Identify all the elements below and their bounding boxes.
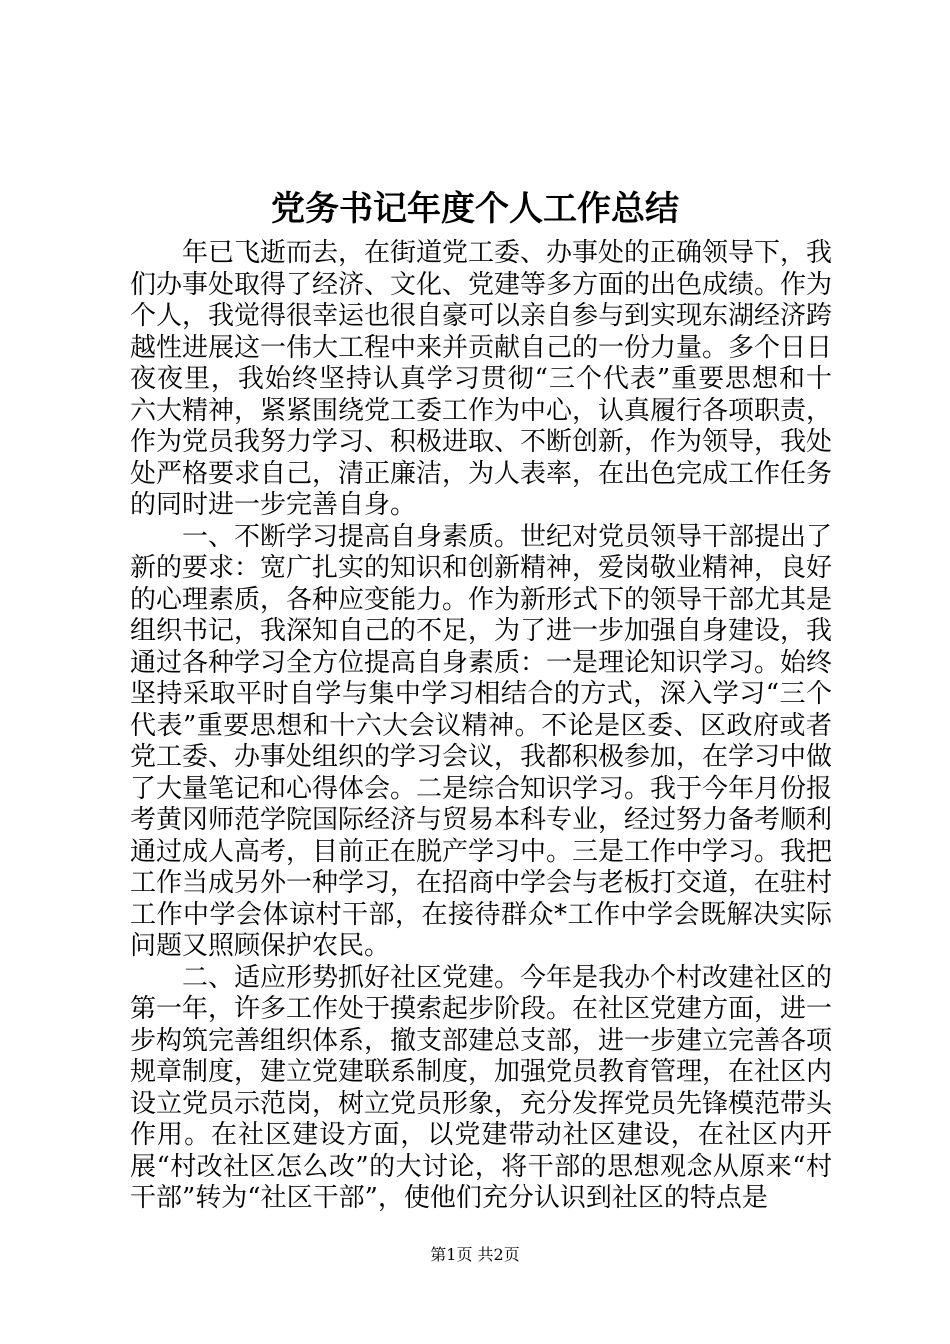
page-footer: 第1页 共2页	[430, 1245, 520, 1264]
document-body	[130, 238, 832, 1215]
paragraph-section-2: 二、适应形势抓好社区党建。今年是我办个村改建社区的第一年，许多工作处于摸索起步阶段。在社区党建方面，进一步构筑完善组织体系，撤支部建总支部，进一步建立完善各项规章制度，建立党建联系制度，加强党员教育管理，在社区内设立党员示范岗，树立党员形象，充分发挥党员先锋模范带头作用。在社区建设方面，以党建带动社区建设，在社区内开展“村改社区怎么改”的大讨论，将干部的思想观念从原来“村干部”转为“社区干部”，使他们充分认识到社区的特点是	[130, 962, 833, 1213]
paragraph-intro: 年已飞逝而去，在街道党工委、办事处的正确领导下，我们办事处取得了经济、文化、党建等多方面的出色成绩。作为个人，我觉得很幸运也很自豪可以亲自参与到实现东湖经济跨越性进展这一伟大工程中来并贡献自己的一份力量。多个日日夜夜里，我始终坚持认真学习贯彻“三个代表”重要思想和十六大精神，紧紧围绕党工委工作为中心，认真履行各项职责，作为党员我努力学习、积极进取、不断创新，作为领导，我处处严格要求自己，清正廉洁，为人表率，在出色完成工作任务的同时进一步完善自身。	[130, 238, 833, 520]
document-title: 党务书记年度个人工作总结	[271, 189, 679, 229]
paragraph-section-1: 一、不断学习提高自身素质。世纪对党员领导干部提出了新的要求：宽广扎实的知识和创新精神，爱岗敬业精神，良好的心理素质，各种应变能力。作为新形式下的领导干部尤其是组织书记，我深知自己的不足，为了进一步加强自身建设，我通过各种学习全方位提高自身素质：一是理论知识学习。始终坚持采取平时自学与集中学习相结合的方式，深入学习“三个代表”重要思想和十六大会议精神。不论是区委、区政府或者党工委、办事处组织的学习会议，我都积极参加，在学习中做了大量笔记和心得体会。二是综合知识学习。我于今年月份报考黄冈师范学院国际经济与贸易本科专业，经过努力备考顺利通过成人高考，目前正在脱产学习中。三是工作中学习。我把工作当成另外一种学习，在招商中学会与老板打交道，在驻村工作中学会体谅村干部，在接待群众*工作中学会既解决实际问题又照顾保护农民。	[130, 521, 833, 961]
